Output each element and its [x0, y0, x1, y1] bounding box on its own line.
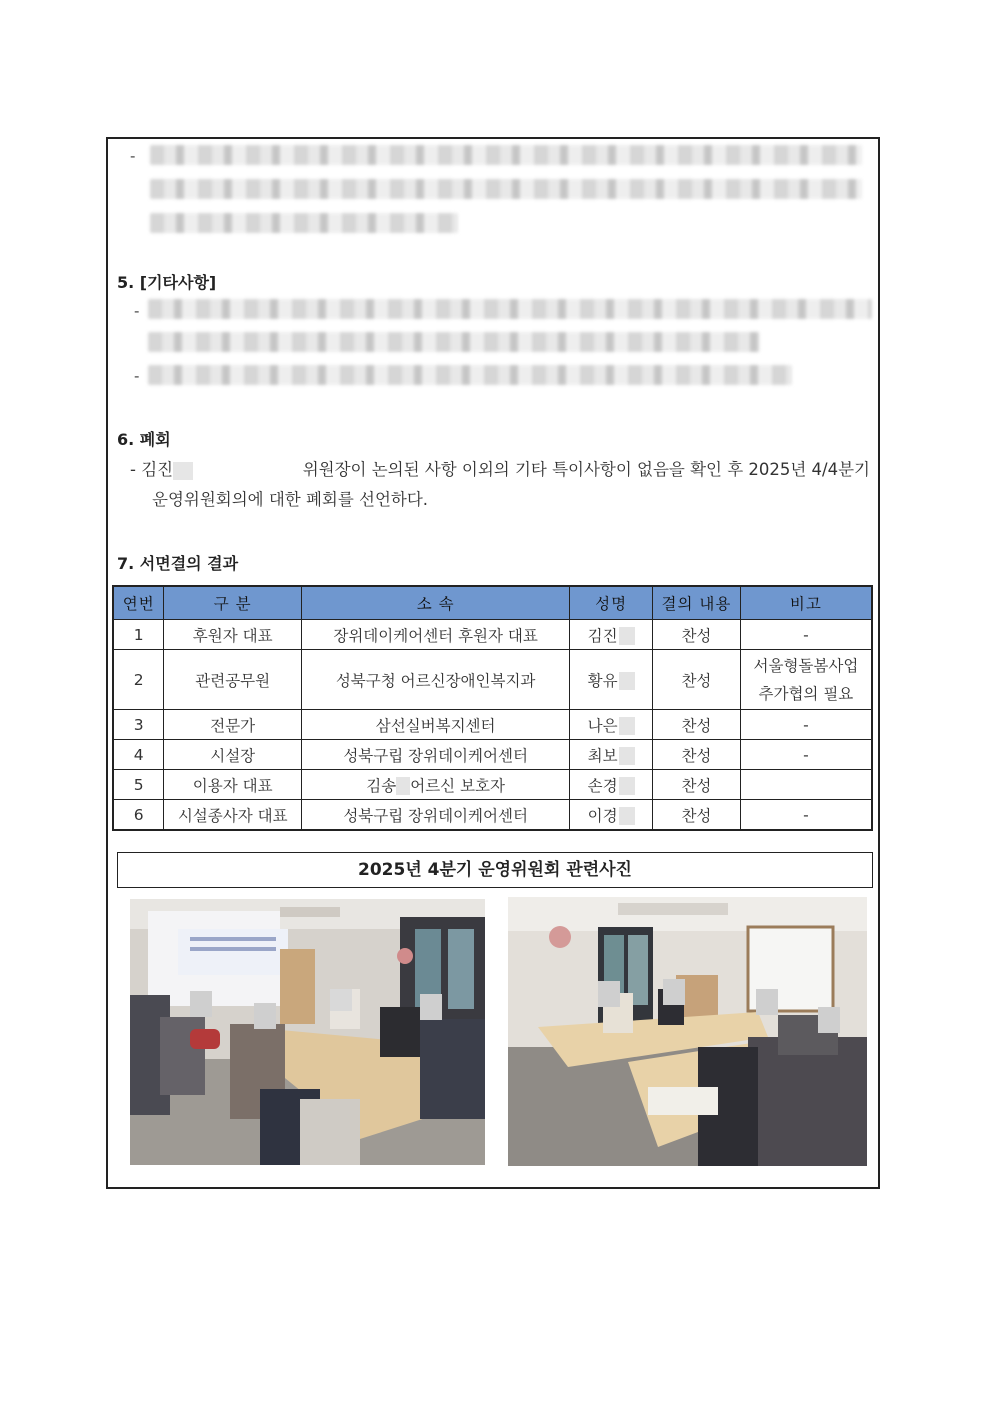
- bullet-dash: -: [134, 302, 140, 320]
- meeting-photo-2: [508, 897, 867, 1166]
- redacted-text: [150, 145, 862, 165]
- bullet-dash: -: [134, 367, 140, 385]
- name-text: 나은: [587, 716, 618, 735]
- cell-note: -: [740, 620, 872, 650]
- redaction-box: [619, 627, 635, 645]
- cell-decision: 찬성: [653, 710, 741, 740]
- cell-org: 성북구립 장위데이케어센터: [302, 800, 570, 831]
- cell-category: 시설장: [164, 740, 302, 770]
- cell-decision: 찬성: [653, 650, 741, 710]
- closing-text-line2: 운영위원회의에 대한 폐회를 선언하다.: [152, 490, 429, 509]
- cell-no: 3: [113, 710, 164, 740]
- cell-org: [302, 770, 570, 800]
- cell-decision: 찬성: [653, 620, 741, 650]
- table-row: [113, 620, 872, 650]
- redacted-text: [150, 179, 862, 199]
- section-7-heading: 7. 서면결의 결과: [117, 554, 239, 573]
- cell-no: 5: [113, 770, 164, 800]
- photo-section-title: 2025년 4분기 운영위원회 관련사진: [117, 852, 873, 888]
- header-cell: 성명: [570, 586, 653, 620]
- cell-no: 4: [113, 740, 164, 770]
- name-text: 황유: [587, 671, 618, 690]
- redacted-text: [150, 213, 458, 233]
- table-row: [113, 800, 872, 831]
- cell-no: 2: [113, 650, 164, 710]
- cell-name: [570, 650, 653, 710]
- meeting-photo-1-illustration: [130, 899, 485, 1165]
- cell-org: 장위데이케어센터 후원자 대표: [302, 620, 570, 650]
- note-line: 서울형돌봄사업: [753, 656, 859, 675]
- table-row: [113, 740, 872, 770]
- header-cell: 연번: [113, 586, 164, 620]
- section-5-heading: 5. [기타사항]: [117, 273, 217, 292]
- bullet-dash: -: [130, 147, 136, 165]
- redaction-box: [619, 807, 635, 825]
- name-text: 손경: [587, 776, 618, 795]
- table-row: [113, 710, 872, 740]
- closing-text-b: 위원장이 논의된 사항 이외의 기타 특이사항이 없음을 확인 후 2025년 4/4분기: [302, 460, 870, 479]
- cell-no: 6: [113, 800, 164, 831]
- closing-text-a: - 김진: [130, 460, 174, 479]
- cell-note: [740, 770, 872, 800]
- cell-note: [740, 650, 872, 710]
- redacted-text: [148, 332, 760, 352]
- section-6-heading: 6. 폐회: [117, 430, 171, 449]
- cell-decision: 찬성: [653, 740, 741, 770]
- cell-name: [570, 800, 653, 831]
- note-line: 추가협의 필요: [758, 684, 854, 703]
- meeting-photo-2-illustration: [508, 897, 867, 1166]
- cell-category: 시설종사자 대표: [164, 800, 302, 831]
- cell-name: [570, 710, 653, 740]
- header-cell: 비고: [740, 586, 872, 620]
- cell-decision: 찬성: [653, 800, 741, 831]
- table-row: [113, 770, 872, 800]
- redaction-box: [619, 747, 635, 765]
- redaction-box: [396, 777, 410, 795]
- header-cell: 결의 내용: [653, 586, 741, 620]
- cell-note: -: [740, 740, 872, 770]
- cell-org: 삼선실버복지센터: [302, 710, 570, 740]
- cell-name: [570, 620, 653, 650]
- cell-no: 1: [113, 620, 164, 650]
- org-text: 어르신 보호자: [410, 776, 505, 795]
- cell-category: 후원자 대표: [164, 620, 302, 650]
- cell-decision: 찬성: [653, 770, 741, 800]
- name-text: 최보: [587, 746, 618, 765]
- cell-note: -: [740, 710, 872, 740]
- cell-name: [570, 770, 653, 800]
- cell-category: 관련공무원: [164, 650, 302, 710]
- redacted-text: [148, 365, 792, 385]
- redaction-box: [173, 462, 193, 480]
- cell-category: 이용자 대표: [164, 770, 302, 800]
- table-header-row: [113, 586, 872, 620]
- name-text: 이경: [587, 806, 618, 825]
- cell-note: -: [740, 800, 872, 831]
- meeting-photo-1: [130, 899, 485, 1165]
- cell-org: 성북구립 장위데이케어센터: [302, 740, 570, 770]
- cell-name: [570, 740, 653, 770]
- table-row: [113, 650, 872, 710]
- closing-paragraph: [130, 455, 870, 515]
- resolution-table: [112, 585, 873, 831]
- redaction-box: [619, 717, 635, 735]
- header-cell: 구 분: [164, 586, 302, 620]
- cell-org: 성북구청 어르신장애인복지과: [302, 650, 570, 710]
- redaction-box: [619, 672, 635, 690]
- name-text: 김진: [587, 626, 618, 645]
- redaction-box: [619, 777, 635, 795]
- redacted-text: [148, 299, 872, 319]
- org-text: 김송: [366, 776, 397, 795]
- cell-category: 전문가: [164, 710, 302, 740]
- header-cell: 소 속: [302, 586, 570, 620]
